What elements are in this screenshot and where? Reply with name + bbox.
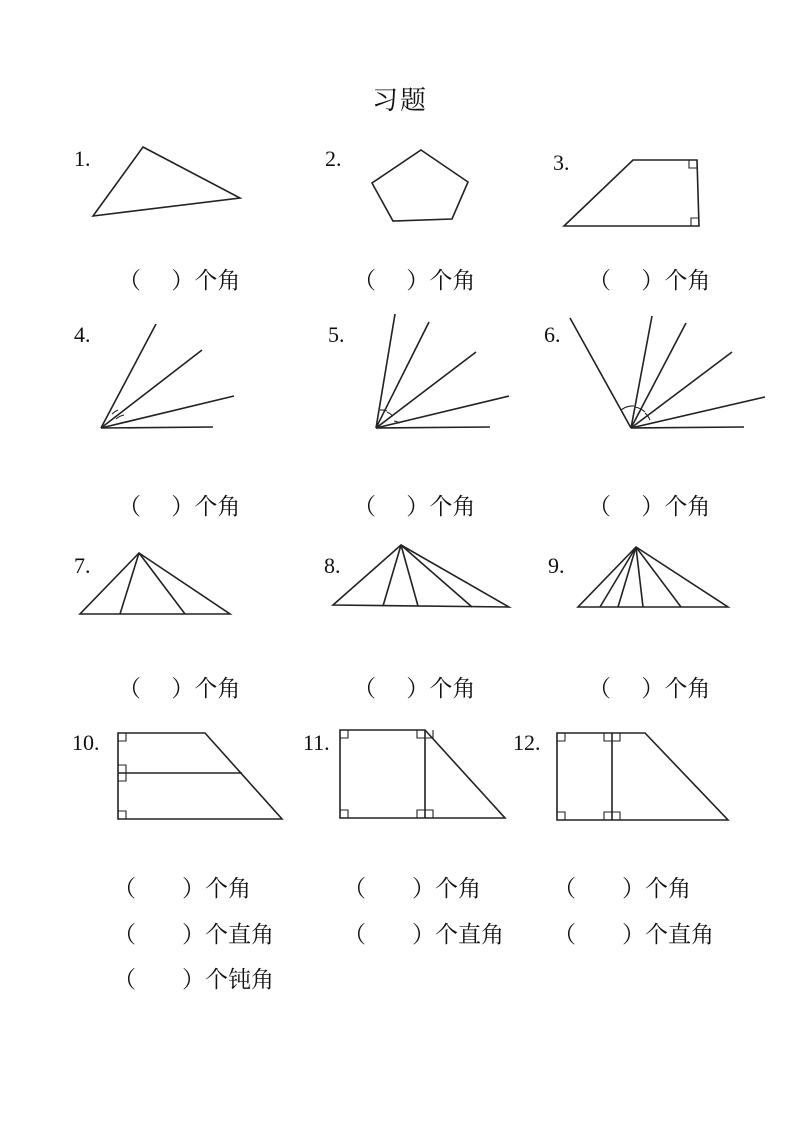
answer-blank[interactable]: （ ）	[353, 494, 430, 520]
answer-blank[interactable]: （ ）	[118, 494, 195, 520]
answer-blank[interactable]: （ ）	[588, 676, 665, 702]
problem-number-3: 3.	[553, 150, 570, 175]
answer-blank[interactable]: （ ）	[353, 676, 430, 702]
answer-unit: 个直角	[435, 922, 504, 948]
figure-11-square-and-triangle	[340, 730, 505, 818]
figure-3-trapezoid	[564, 160, 699, 226]
problem-number-7: 7.	[74, 553, 91, 578]
figure-6-angle-rays	[570, 316, 765, 428]
answer-unit: 个角	[194, 494, 241, 520]
answer-unit: 个角	[645, 876, 691, 902]
answer-blank[interactable]: （ ）	[118, 268, 195, 294]
answer-unit: 个角	[664, 494, 711, 520]
answer-unit: 个钝角	[205, 967, 274, 993]
answer-unit: 个角	[205, 876, 251, 902]
answer-blank[interactable]: （ ）	[553, 876, 645, 902]
answer-blank[interactable]: （ ）	[113, 876, 205, 902]
figure-7-divided-triangle	[80, 553, 230, 614]
answer-unit: 个角	[664, 268, 711, 294]
figure-12-rectangles-and-trapezoid	[557, 733, 728, 820]
answer-unit: 个角	[194, 268, 241, 294]
figure-5-angle-rays	[376, 314, 509, 428]
problem-number-9: 9.	[548, 553, 565, 578]
answer-blank[interactable]: （ ）	[343, 922, 435, 948]
figure-2-pentagon	[372, 150, 468, 221]
answer-blank[interactable]: （ ）	[343, 876, 435, 902]
answer-unit: 个角	[429, 268, 476, 294]
problem-number-11: 11.	[303, 730, 330, 755]
answer-blank[interactable]: （ ）	[113, 922, 205, 948]
problem-number-1: 1.	[74, 146, 91, 171]
answer-unit: 个角	[194, 676, 241, 702]
answer-blank[interactable]: （ ）	[353, 268, 430, 294]
answer-unit: 个直角	[645, 922, 714, 948]
answer-unit: 个角	[664, 676, 711, 702]
problem-number-2: 2.	[325, 146, 342, 171]
problem-number-8: 8.	[324, 553, 341, 578]
figure-4-angle-rays	[101, 324, 234, 428]
figure-9-divided-triangle	[578, 547, 728, 607]
answer-blank[interactable]: （ ）	[113, 967, 205, 993]
answer-blank[interactable]: （ ）	[588, 494, 665, 520]
answer-unit: 个角	[435, 876, 481, 902]
figure-8-divided-triangle	[333, 545, 509, 607]
problem-number-5: 5.	[328, 322, 345, 347]
answer-blank[interactable]: （ ）	[118, 676, 195, 702]
answer-unit: 个角	[429, 676, 476, 702]
page-title: 习题	[371, 86, 428, 116]
problem-number-6: 6.	[544, 322, 561, 347]
problem-number-4: 4.	[74, 322, 91, 347]
problem-number-10: 10.	[72, 730, 100, 755]
answer-blank[interactable]: （ ）	[553, 922, 645, 948]
answer-unit: 个直角	[205, 922, 274, 948]
problem-number-12: 12.	[513, 730, 541, 755]
answer-unit: 个角	[429, 494, 476, 520]
answer-blank[interactable]: （ ）	[588, 268, 665, 294]
figure-10-right-trapezoid	[118, 733, 282, 819]
figure-1-triangle	[93, 147, 240, 216]
